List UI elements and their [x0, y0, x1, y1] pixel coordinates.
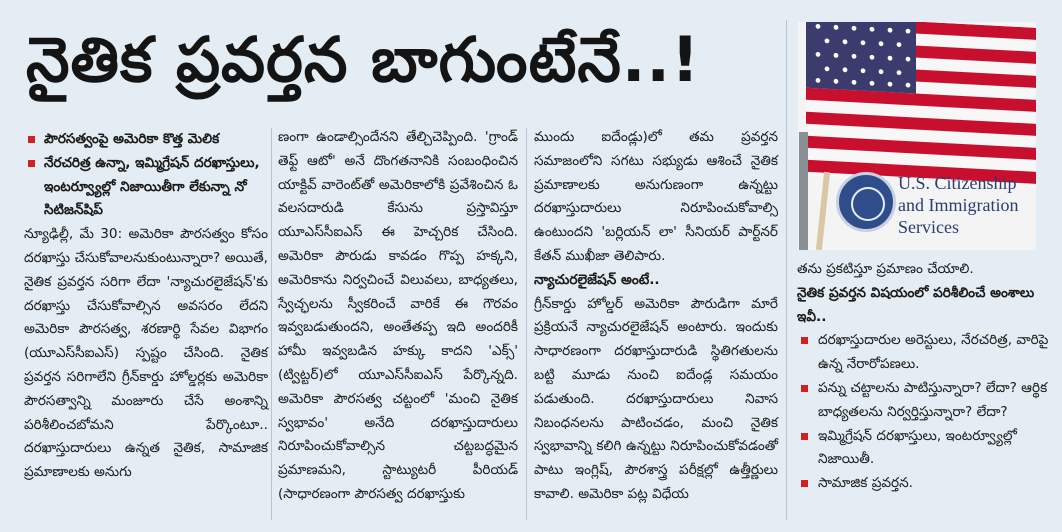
column-divider [526, 128, 527, 520]
flag-pole [799, 132, 808, 250]
criteria-item: దరఖాస్తుదారుల అరెస్టులు, నేరచరిత్ర, వారిపై ఉన్న నేరారోపణలు. [797, 329, 1049, 377]
highlight-bullet: పౌరసత్వంపై అమెరికా కొత్త మెలిక [24, 128, 268, 152]
criteria-item: ఇమ్మిగ్రేషన్ దరఖాస్తులు, ఇంటర్వ్యూల్లో నిజాయితీ. [797, 425, 1049, 473]
flag-stick [816, 172, 830, 250]
article-body: న్యూఢిల్లీ, మే 30: అమెరికా పౌరసత్వం కోసం దరఖాస్తు చేసుకోవాలనుకుంటున్నారా? అయితే, నైతిక ప్రవర్తన సరిగా లేదా 'న్యాచురలైజేషన్'కు దరఖాస్తు చేసుకోవాల్సిన అవసరం లేదని అమెరికా పౌరసత్వ, శరణార్థి సేవల విభాగం (యూఎస్‌సీఐఎస్) స్పష్టం చేసింది. నైతిక ప్రవర్తన సరిగాలేని గ్రీన్‌కార్డు హోల్డర్లకు అమెరికా పౌరసత్వాన్ని మంజూరు చేసే అంశాన్ని పరిశీలించబోమని పేర్కొంటూ.. దరఖాస్తుదారులు ఉన్నత నైతిక, సామాజిక ప్రమాణాలకు అనుగు [24, 226, 268, 481]
column-2 [278, 126, 518, 507]
highlight-bullet: నేరచరిత్ర ఉన్నా, ఇమ్మిగ్రేషన్ దరఖాస్తులు, ఇంటర్వ్యూల్లో నిజాయితీగా లేకున్నా నో సిటిజన్‌షిప్ [24, 152, 268, 223]
red-square-bullet-icon [801, 337, 808, 344]
red-square-bullet-icon [801, 385, 808, 392]
agency-name: U.S. Citizenship and Immigration Services [898, 173, 1019, 237]
criteria-item: సామాజిక ప్రవర్తన. [797, 472, 1049, 496]
headline: నైతిక ప్రవర్తన బాగుంటేనే..! [26, 23, 701, 96]
column-divider [271, 128, 272, 520]
uscis-flag-photo [798, 22, 1036, 250]
article-body: ణంగా ఉండాల్సిందేనని తేల్చిచెప్పింది. 'గ్రాండ్ తెఫ్ట్ ఆటో' అనే దొంగతనానికి సంబంధించిన యాక్టివ్ వారెంట్‌తో అమెరికాలోకి ప్రవేశించిన ఓ వలసదారుడి కేసును ప్రస్తావిస్తూ యూఎస్‌సీఐఎస్ ఈ హెచ్చరిక చేసింది. అమెరికా పౌరుడు కావడం గొప్ప హక్కని, అమెరికాను నిర్వచించే విలువలు, బాధ్యతలు, స్వేచ్ఛలను స్వీకరించే వారికే ఈ గౌరవం ఇవ్వబడుతుందని, అంతేతప్ప ఇది అందరికీ హామీ ఇవ్వబడిన హక్కు కాదని 'ఎక్స్' (ట్విట్టర్)లో యూఎస్‌సీఐఎస్ పేర్కొన్నది. అమెరికా పౌరసత్వ చట్టంలో 'మంచి నైతిక స్వభావం' అనేది దరఖాస్తుదారులు నిరూపించుకోవాల్సిన చట్టబద్ధమైన ప్రమాణమని, స్టాట్యుటరీ పీరియడ్ (సాధారణంగా పౌరసత్వ దరఖాస్తుకు [278, 129, 518, 502]
red-square-bullet-icon [28, 160, 35, 167]
subheading: నైతిక ప్రవర్తన విషయంలో పరిశీలించే అంశాలు ఇవీ.. [797, 284, 1035, 325]
article-body: ముందు ఐదేండ్లు)లో తమ ప్రవర్తన సమాజంలోని సగటు సభ్యుడు ఆశించే నైతిక ప్రమాణాలకు అనుగుణంగా ఉన్నట్టు దరఖాస్తుదారులు నిరూపించుకోవాల్సి ఉంటుందని 'బర్లియన్ లా' సీనియర్ పార్ట్‌నర్ కేతన్ ముఖీజా తెలిపారు. [534, 129, 778, 264]
column-divider [786, 20, 787, 520]
column-1 [24, 128, 268, 485]
red-square-bullet-icon [801, 433, 808, 440]
dhs-seal-icon [836, 172, 896, 232]
us-flag-icon [806, 22, 1036, 188]
red-square-bullet-icon [28, 136, 35, 143]
article-body: తను ప్రకటిస్తూ ప్రమాణం చేయాలి. [797, 261, 974, 277]
column-4 [797, 258, 1049, 496]
column-3 [534, 126, 778, 507]
subheading: న్యాచురలైజేషన్ అంటే.. [534, 271, 660, 288]
red-square-bullet-icon [801, 480, 808, 487]
criteria-item: పన్ను చట్టాలను పాటిస్తున్నారా? లేదా? ఆర్థిక బాధ్యతలను నిర్వర్తిస్తున్నారా? లేదా? [797, 377, 1049, 425]
article-body: గ్రీన్‌కార్డు హోల్డర్ అమెరికా పౌరుడిగా మారే ప్రక్రియనే న్యాచురలైజేషన్ అంటారు. ఇందుకు సాధారణంగా దరఖాస్తుదారుడి స్థితిగతులను బట్టి మూడు నుంచి ఐదేండ్ల సమయం పడుతుంది. దరఖాస్తుదారులు నివాస నిబంధనలను పాటించడం, మంచి నైతిక స్వభావాన్ని కలిగి ఉన్నట్టు నిరూపించుకోవడంతో పాటు ఇంగ్లిష్, పౌరశాస్త్ర పరీక్షల్లో ఉత్తీర్ణులు కావాలి. అమెరికా పట్ల విధేయ [534, 295, 778, 502]
